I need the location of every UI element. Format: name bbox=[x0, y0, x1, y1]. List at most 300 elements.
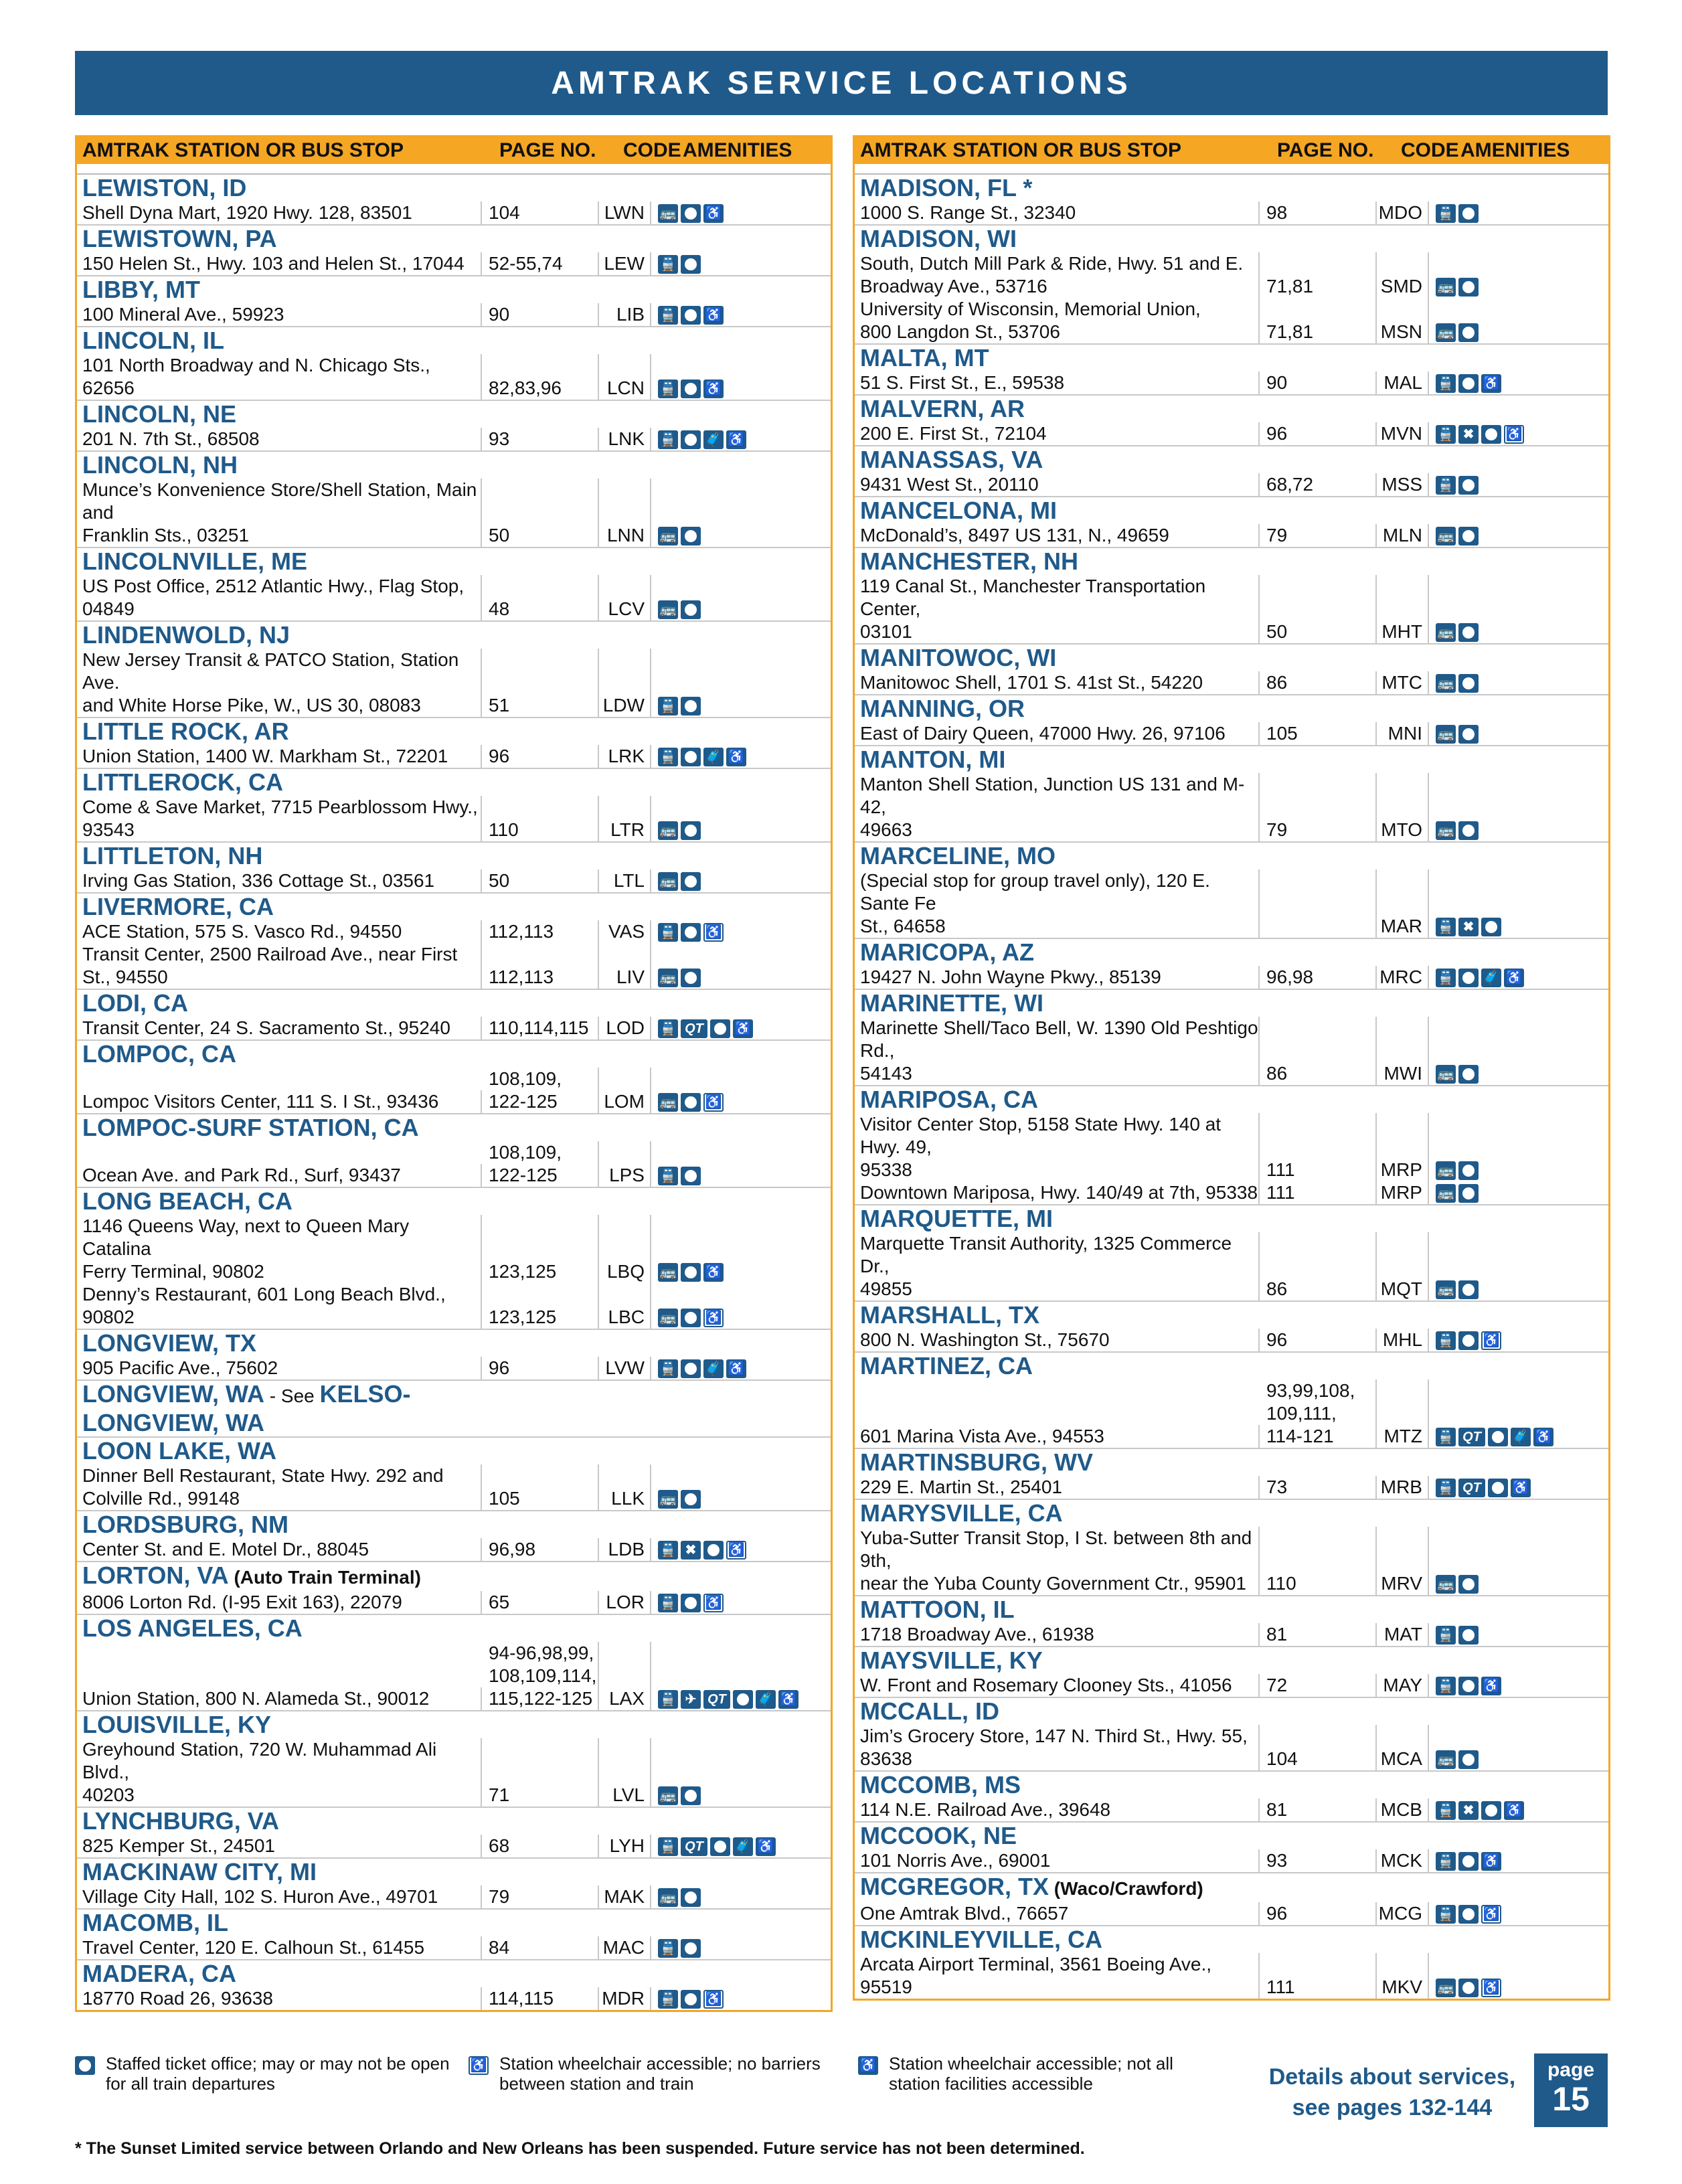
station-entry bbox=[77, 1041, 831, 1114]
timetable-pages: 105 bbox=[482, 1464, 599, 1510]
city-name: MARIPOSA, CA bbox=[860, 1086, 1039, 1113]
wheelchair-outline-icon: ♿ bbox=[469, 2056, 489, 2075]
station-entry bbox=[77, 622, 831, 718]
staffed-office-icon bbox=[733, 1690, 753, 1709]
station-entry bbox=[855, 1698, 1608, 1772]
timetable-pages: 96 bbox=[482, 745, 599, 768]
page-number-box bbox=[1534, 2053, 1608, 2127]
station-row bbox=[855, 252, 1608, 298]
station-row bbox=[855, 1232, 1608, 1300]
station-address: Union Station, 800 N. Alameda St., 90012 bbox=[77, 1687, 482, 1710]
station-name bbox=[855, 1500, 1608, 1527]
station-address: 905 Pacific Ave., 75602 bbox=[77, 1357, 482, 1379]
staffed-office-icon bbox=[681, 821, 701, 840]
station-name bbox=[77, 718, 831, 745]
staffed-office-icon bbox=[1458, 969, 1479, 987]
staffed-office-icon bbox=[1458, 527, 1479, 545]
wheelchair-icon: ♿ bbox=[733, 1019, 753, 1038]
station-entry bbox=[77, 894, 831, 990]
station-code: LLK bbox=[599, 1464, 651, 1510]
wheelchair-icon: ♿ bbox=[1533, 1428, 1553, 1446]
train-icon: 🚆 bbox=[658, 1019, 678, 1038]
train-icon: 🚆 bbox=[1436, 1626, 1456, 1645]
station-row bbox=[855, 1113, 1608, 1181]
staffed-office-icon bbox=[710, 1837, 730, 1856]
station-row bbox=[77, 1215, 831, 1283]
train-icon: 🚆 bbox=[1436, 476, 1456, 495]
bus-icon: 🚌 bbox=[1436, 1979, 1456, 1997]
station-code: LOM bbox=[599, 1068, 651, 1113]
wheelchair-icon: ♿ bbox=[726, 748, 746, 766]
city-name: LIBBY, MT bbox=[82, 276, 200, 303]
staffed-office-icon bbox=[1458, 323, 1479, 342]
bus-icon: 🚌 bbox=[1436, 278, 1456, 297]
amenities bbox=[1429, 1280, 1608, 1300]
staffed-office-icon bbox=[681, 697, 701, 716]
timetable-pages: 93 bbox=[1260, 1849, 1377, 1872]
city-name: MARQUETTE, MI bbox=[860, 1205, 1053, 1232]
station-address: 200 E. First St., 72104 bbox=[855, 422, 1260, 445]
station-row bbox=[77, 201, 831, 224]
station-code: LIB bbox=[599, 303, 651, 326]
station-name bbox=[77, 843, 831, 869]
timetable-pages: 111 bbox=[1260, 1953, 1377, 1999]
city-name: MARYSVILLE, CA bbox=[860, 1499, 1063, 1527]
city-name: LONG BEACH, CA bbox=[82, 1187, 292, 1215]
station-row bbox=[855, 1017, 1608, 1085]
amenities bbox=[651, 1093, 831, 1113]
amenities bbox=[1429, 278, 1608, 298]
table-header bbox=[855, 137, 1608, 164]
station-entry bbox=[855, 226, 1608, 345]
station-row bbox=[855, 1902, 1608, 1925]
staffed-office-icon bbox=[1488, 1479, 1508, 1497]
page-title: AMTRAK SERVICE LOCATIONS bbox=[75, 51, 1608, 115]
wheelchair-icon: ♿ bbox=[703, 306, 724, 325]
amenities bbox=[1429, 1801, 1608, 1821]
station-row bbox=[855, 422, 1608, 445]
amenities bbox=[1429, 1905, 1608, 1925]
station-name bbox=[855, 645, 1608, 671]
station-code: LDB bbox=[599, 1538, 651, 1561]
station-address: Transit Center, 24 S. Sacramento St., 95240 bbox=[77, 1017, 482, 1039]
timetable-pages: 81 bbox=[1260, 1798, 1377, 1821]
station-entry bbox=[855, 1449, 1608, 1500]
station-row bbox=[855, 1798, 1608, 1821]
amenities bbox=[651, 923, 831, 943]
station-code: MAY bbox=[1377, 1674, 1429, 1697]
train-icon: 🚆 bbox=[658, 1541, 678, 1560]
tools-icon: ✖ bbox=[1458, 1801, 1479, 1820]
quik-trak-icon: QT bbox=[1458, 1479, 1485, 1497]
train-icon: 🚆 bbox=[658, 748, 678, 766]
city-name: MCCOOK, NE bbox=[860, 1822, 1017, 1849]
staffed-office-icon bbox=[1458, 1575, 1479, 1594]
station-row bbox=[77, 1642, 831, 1710]
wheelchair-icon: ♿ bbox=[726, 430, 746, 449]
amenities bbox=[651, 697, 831, 717]
city-name: LITTLETON, NH bbox=[82, 842, 263, 869]
station-address: Transit Center, 2500 Railroad Ave., near First St., 94550 bbox=[77, 943, 482, 989]
timetable-pages: 108,109, 122-125 bbox=[482, 1068, 599, 1113]
city-name: MALTA, MT bbox=[860, 344, 989, 371]
train-icon: 🚆 bbox=[658, 1167, 678, 1185]
train-icon: 🚆 bbox=[658, 923, 678, 942]
station-row bbox=[855, 869, 1608, 938]
station-row bbox=[855, 298, 1608, 343]
station-address: 800 N. Washington St., 75670 bbox=[855, 1329, 1260, 1351]
timetable-pages: 108,109, 122-125 bbox=[482, 1141, 599, 1187]
header-station: AMTRAK STATION OR BUS STOP bbox=[860, 139, 1181, 161]
wheelchair-icon: ♿ bbox=[778, 1690, 798, 1709]
wheelchair-outline-icon: ♿ bbox=[703, 923, 724, 942]
timetable-pages: 65 bbox=[482, 1591, 599, 1614]
amenities bbox=[1429, 1479, 1608, 1499]
city-name: LINCOLNVILLE, ME bbox=[82, 548, 307, 575]
station-name bbox=[855, 1647, 1608, 1674]
station-name bbox=[855, 497, 1608, 524]
staffed-office-icon bbox=[681, 969, 701, 987]
station-name bbox=[855, 1205, 1608, 1232]
city-name: LINCOLN, NH bbox=[82, 451, 238, 479]
station-name bbox=[855, 990, 1608, 1017]
station-address: Ocean Ave. and Park Rd., Surf, 93437 bbox=[77, 1164, 482, 1187]
wheelchair-icon: ♿ bbox=[703, 380, 724, 398]
amenities bbox=[651, 600, 831, 620]
station-code: LOR bbox=[599, 1591, 651, 1614]
bus-icon: 🚌 bbox=[1436, 1280, 1456, 1299]
amenities bbox=[1429, 623, 1608, 643]
station-code: MLN bbox=[1377, 524, 1429, 547]
station-entry bbox=[855, 843, 1608, 939]
station-entry bbox=[77, 1330, 831, 1381]
city-name: MAYSVILLE, KY bbox=[860, 1647, 1043, 1674]
city-name: MACOMB, IL bbox=[82, 1909, 228, 1936]
train-icon: 🚆 bbox=[658, 1939, 678, 1958]
city-name: MADERA, CA bbox=[82, 1960, 236, 1987]
bus-icon: 🚌 bbox=[658, 969, 678, 987]
timetable-pages: 110 bbox=[1260, 1527, 1377, 1595]
staffed-office-icon bbox=[1458, 1750, 1479, 1769]
legend-staffed bbox=[75, 2053, 450, 2094]
timetable-pages: 96 bbox=[1260, 1902, 1377, 1925]
station-address: Travel Center, 120 E. Calhoun St., 61455 bbox=[77, 1936, 482, 1959]
staffed-office-icon bbox=[681, 923, 701, 942]
bus-icon: 🚌 bbox=[658, 1490, 678, 1509]
city-name: LONGVIEW, TX bbox=[82, 1329, 257, 1357]
station-name bbox=[855, 345, 1608, 371]
city-name: LIVERMORE, CA bbox=[82, 893, 274, 920]
station-row bbox=[77, 1885, 831, 1908]
station-row bbox=[77, 252, 831, 275]
city-name: LORDSBURG, NM bbox=[82, 1511, 288, 1538]
station-address: Shell Dyna Mart, 1920 Hwy. 128, 83501 bbox=[77, 201, 482, 224]
timetable-pages: 96 bbox=[1260, 1329, 1377, 1351]
station-entry bbox=[855, 1205, 1608, 1302]
station-name bbox=[77, 452, 831, 479]
station-address: US Post Office, 2512 Atlantic Hwy., Flag Stop, 04849 bbox=[77, 575, 482, 620]
station-entry bbox=[855, 1596, 1608, 1647]
station-address: 1718 Broadway Ave., 61938 bbox=[855, 1623, 1260, 1646]
staffed-office-icon bbox=[681, 1786, 701, 1805]
bus-icon: 🚌 bbox=[1436, 821, 1456, 840]
station-entry bbox=[855, 497, 1608, 548]
station-entry bbox=[77, 1438, 831, 1511]
station-name bbox=[77, 990, 831, 1017]
station-code: LBC bbox=[599, 1283, 651, 1329]
station-name bbox=[77, 622, 831, 649]
amenities bbox=[651, 1690, 831, 1710]
wheelchair-outline-icon: ♿ bbox=[703, 1309, 724, 1327]
amenities bbox=[651, 255, 831, 275]
station-address: South, Dutch Mill Park & Ride, Hwy. 51 and E. Broadway Ave., 53716 bbox=[855, 252, 1260, 298]
station-code: LDW bbox=[599, 649, 651, 717]
city-name: MANCHESTER, NH bbox=[860, 548, 1079, 575]
station-code: MSS bbox=[1377, 473, 1429, 496]
station-code: MRP bbox=[1377, 1113, 1429, 1181]
station-row bbox=[77, 796, 831, 841]
station-name bbox=[855, 1926, 1608, 1953]
wheelchair-icon: ♿ bbox=[703, 1263, 724, 1282]
timetable-pages: 51 bbox=[482, 649, 599, 717]
station-row bbox=[855, 722, 1608, 745]
station-name bbox=[77, 327, 831, 354]
staffed-office-icon bbox=[681, 255, 701, 274]
station-name bbox=[855, 843, 1608, 869]
station-address: 9431 West St., 20110 bbox=[855, 473, 1260, 496]
staffed-office-icon bbox=[681, 1309, 701, 1327]
staffed-office-icon bbox=[1458, 1161, 1479, 1180]
timetable-pages: 71 bbox=[482, 1738, 599, 1807]
station-code: MTZ bbox=[1377, 1379, 1429, 1448]
timetable-pages: 112,113 bbox=[482, 920, 599, 943]
station-address: Lompoc Visitors Center, 111 S. I St., 93436 bbox=[77, 1090, 482, 1113]
station-row bbox=[855, 966, 1608, 989]
bus-icon: 🚌 bbox=[658, 872, 678, 891]
station-code: MDR bbox=[599, 1987, 651, 2010]
station-row bbox=[77, 1283, 831, 1329]
station-name bbox=[855, 1823, 1608, 1849]
footnote: * The Sunset Limited service between Orlando and New Orleans has been suspended. Future service has not been determined. bbox=[75, 2139, 1085, 2158]
station-name bbox=[77, 1330, 831, 1357]
train-icon: 🚆 bbox=[658, 1690, 678, 1709]
staffed-office-icon bbox=[681, 872, 701, 891]
station-entry bbox=[855, 396, 1608, 446]
station-address: Irving Gas Station, 336 Cottage St., 03561 bbox=[77, 869, 482, 892]
city-name: LITTLEROCK, CA bbox=[82, 768, 283, 796]
wheelchair-icon: ♿ bbox=[703, 204, 724, 223]
station-name bbox=[77, 1114, 831, 1141]
bus-icon: 🚌 bbox=[1436, 725, 1456, 744]
station-name bbox=[77, 1438, 831, 1464]
station-row bbox=[77, 943, 831, 989]
station-code: MVN bbox=[1377, 422, 1429, 445]
station-name bbox=[77, 401, 831, 428]
city-name: MARINETTE, WI bbox=[860, 989, 1043, 1017]
bus-icon: 🚌 bbox=[658, 600, 678, 619]
legend-wc-partial-text: Station wheelchair accessible; not all station facilities accessible bbox=[889, 2053, 1173, 2094]
staffed-office-icon bbox=[1458, 1065, 1479, 1084]
table-header bbox=[77, 137, 831, 164]
station-entry bbox=[855, 1772, 1608, 1823]
station-entry bbox=[77, 175, 831, 226]
station-code: MKV bbox=[1377, 1953, 1429, 1999]
train-icon: 🚆 bbox=[658, 1990, 678, 2009]
station-address: One Amtrak Blvd., 76657 bbox=[855, 1902, 1260, 1925]
station-code: MTC bbox=[1377, 671, 1429, 694]
station-address: Come & Save Market, 7715 Pearblossom Hwy., 93543 bbox=[77, 796, 482, 841]
station-row bbox=[855, 671, 1608, 694]
station-name bbox=[855, 746, 1608, 773]
staffed-office-icon bbox=[681, 1093, 701, 1112]
amenities bbox=[1429, 1161, 1608, 1181]
wheelchair-outline-icon: ♿ bbox=[703, 1093, 724, 1112]
station-row bbox=[77, 1738, 831, 1807]
timetable-pages: 90 bbox=[1260, 371, 1377, 394]
station-name bbox=[855, 1698, 1608, 1725]
timetable-pages: 93 bbox=[482, 428, 599, 450]
station-code: LRK bbox=[599, 745, 651, 768]
header-station: AMTRAK STATION OR BUS STOP bbox=[82, 139, 404, 161]
timetable-pages: 86 bbox=[1260, 1017, 1377, 1085]
station-entry bbox=[855, 1823, 1608, 1873]
station-address: Visitor Center Stop, 5158 State Hwy. 140 at Hwy. 49, 95338 bbox=[855, 1113, 1260, 1181]
train-icon: 🚆 bbox=[658, 1594, 678, 1612]
station-address: 101 Norris Ave., 69001 bbox=[855, 1849, 1260, 1872]
station-entry bbox=[855, 1302, 1608, 1353]
timetable-pages: 73 bbox=[1260, 1476, 1377, 1499]
staffed-office-icon bbox=[681, 430, 701, 449]
baggage-icon: 🧳 bbox=[703, 430, 724, 449]
wheelchair-outline-icon: ♿ bbox=[726, 1541, 746, 1560]
station-address: 119 Canal St., Manchester Transportation Center, 03101 bbox=[855, 575, 1260, 643]
amenities bbox=[651, 430, 831, 450]
timetable-pages: 112,113 bbox=[482, 943, 599, 989]
amenities bbox=[651, 1263, 831, 1283]
station-code: LCV bbox=[599, 575, 651, 620]
city-name: LINCOLN, IL bbox=[82, 327, 224, 354]
wheelchair-icon: ♿ bbox=[1511, 1479, 1531, 1497]
station-address: Union Station, 1400 W. Markham St., 72201 bbox=[77, 745, 482, 768]
staffed-office-icon bbox=[681, 748, 701, 766]
station-row bbox=[77, 1464, 831, 1510]
station-row bbox=[77, 1141, 831, 1187]
station-row bbox=[855, 524, 1608, 547]
staffed-office-icon bbox=[1458, 821, 1479, 840]
station-address: Marquette Transit Authority, 1325 Commerce Dr., 49855 bbox=[855, 1232, 1260, 1300]
station-row bbox=[855, 201, 1608, 224]
header-amenities: AMENITIES bbox=[683, 139, 792, 161]
quik-trak-icon: QT bbox=[1458, 1428, 1485, 1446]
staffed-office-icon bbox=[703, 1541, 724, 1560]
bus-icon: 🚌 bbox=[1436, 674, 1456, 693]
station-name bbox=[855, 396, 1608, 422]
wheelchair-icon: ♿ bbox=[1481, 1677, 1501, 1695]
station-name bbox=[77, 1381, 831, 1436]
station-name bbox=[855, 1449, 1608, 1476]
station-code: MHT bbox=[1377, 575, 1429, 643]
staffed-office-icon bbox=[681, 1263, 701, 1282]
timetable-pages: 96 bbox=[1260, 422, 1377, 445]
train-icon: 🚆 bbox=[658, 380, 678, 398]
train-icon: 🚆 bbox=[1436, 969, 1456, 987]
timetable-pages: 110 bbox=[482, 796, 599, 841]
city-name: MCKINLEYVILLE, CA bbox=[860, 1926, 1103, 1953]
amenities bbox=[651, 1167, 831, 1187]
timetable-pages: 104 bbox=[1260, 1725, 1377, 1770]
header-page: PAGE NO. bbox=[1277, 139, 1374, 161]
station-entry bbox=[77, 718, 831, 769]
station-entry bbox=[855, 695, 1608, 746]
timetable-pages: 71,81 bbox=[1260, 298, 1377, 343]
amenities bbox=[1429, 821, 1608, 841]
bus-icon: 🚌 bbox=[1436, 1750, 1456, 1769]
staffed-office-icon bbox=[1488, 1428, 1508, 1446]
station-row bbox=[855, 1329, 1608, 1351]
page-label: page bbox=[1547, 2059, 1595, 2081]
station-row bbox=[77, 649, 831, 717]
station-entry bbox=[855, 746, 1608, 843]
station-name bbox=[77, 1511, 831, 1538]
station-row bbox=[77, 1538, 831, 1561]
amenities bbox=[1429, 323, 1608, 343]
city-name: LODI, CA bbox=[82, 989, 188, 1017]
amenities bbox=[1429, 969, 1608, 989]
wheelchair-outline-icon: ♿ bbox=[1481, 1905, 1501, 1924]
station-entry bbox=[855, 1086, 1608, 1205]
bus-icon: 🚌 bbox=[1436, 323, 1456, 342]
station-entry bbox=[77, 1711, 831, 1808]
station-row bbox=[855, 1725, 1608, 1770]
city-name: LOMPOC, CA bbox=[82, 1040, 236, 1068]
wheelchair-icon: ♿ bbox=[1504, 969, 1524, 987]
station-row bbox=[77, 1936, 831, 1959]
timetable-pages: 96,98 bbox=[1260, 966, 1377, 989]
wheelchair-icon: ♿ bbox=[858, 2056, 878, 2075]
station-address: Greyhound Station, 720 W. Muhammad Ali Blvd., 40203 bbox=[77, 1738, 482, 1807]
wheelchair-icon: ♿ bbox=[1481, 1852, 1501, 1871]
station-name bbox=[77, 548, 831, 575]
station-name bbox=[855, 175, 1608, 201]
staffed-office-icon bbox=[681, 1359, 701, 1378]
station-name bbox=[855, 1772, 1608, 1798]
staffed-office-icon bbox=[1458, 1979, 1479, 1997]
station-entry bbox=[855, 345, 1608, 396]
quik-trak-icon: QT bbox=[681, 1837, 707, 1856]
station-address: 19427 N. John Wayne Pkwy., 85139 bbox=[855, 966, 1260, 989]
airport-icon: ✈ bbox=[681, 1690, 701, 1709]
station-address: 114 N.E. Railroad Ave., 39648 bbox=[855, 1798, 1260, 1821]
station-address: Munce’s Konvenience Store/Shell Station, Main and Franklin Sts., 03251 bbox=[77, 479, 482, 547]
station-name bbox=[77, 1188, 831, 1215]
station-code: MAC bbox=[599, 1936, 651, 1959]
train-icon: 🚆 bbox=[658, 1359, 678, 1378]
bus-icon: 🚌 bbox=[1436, 1184, 1456, 1203]
stations-table-left bbox=[75, 135, 833, 2012]
station-row bbox=[855, 575, 1608, 643]
station-entry bbox=[77, 990, 831, 1041]
timetable-pages: 123,125 bbox=[482, 1283, 599, 1329]
bus-icon: 🚌 bbox=[658, 527, 678, 545]
timetable-pages: 96 bbox=[482, 1357, 599, 1379]
station-entry bbox=[855, 1873, 1608, 1926]
train-icon: 🚆 bbox=[658, 255, 678, 274]
amenities bbox=[1429, 476, 1608, 496]
city-name: LINDENWOLD, NJ bbox=[82, 621, 290, 649]
staffed-office-icon bbox=[1458, 278, 1479, 297]
amenities bbox=[1429, 674, 1608, 694]
staffed-office-icon bbox=[681, 1990, 701, 2009]
